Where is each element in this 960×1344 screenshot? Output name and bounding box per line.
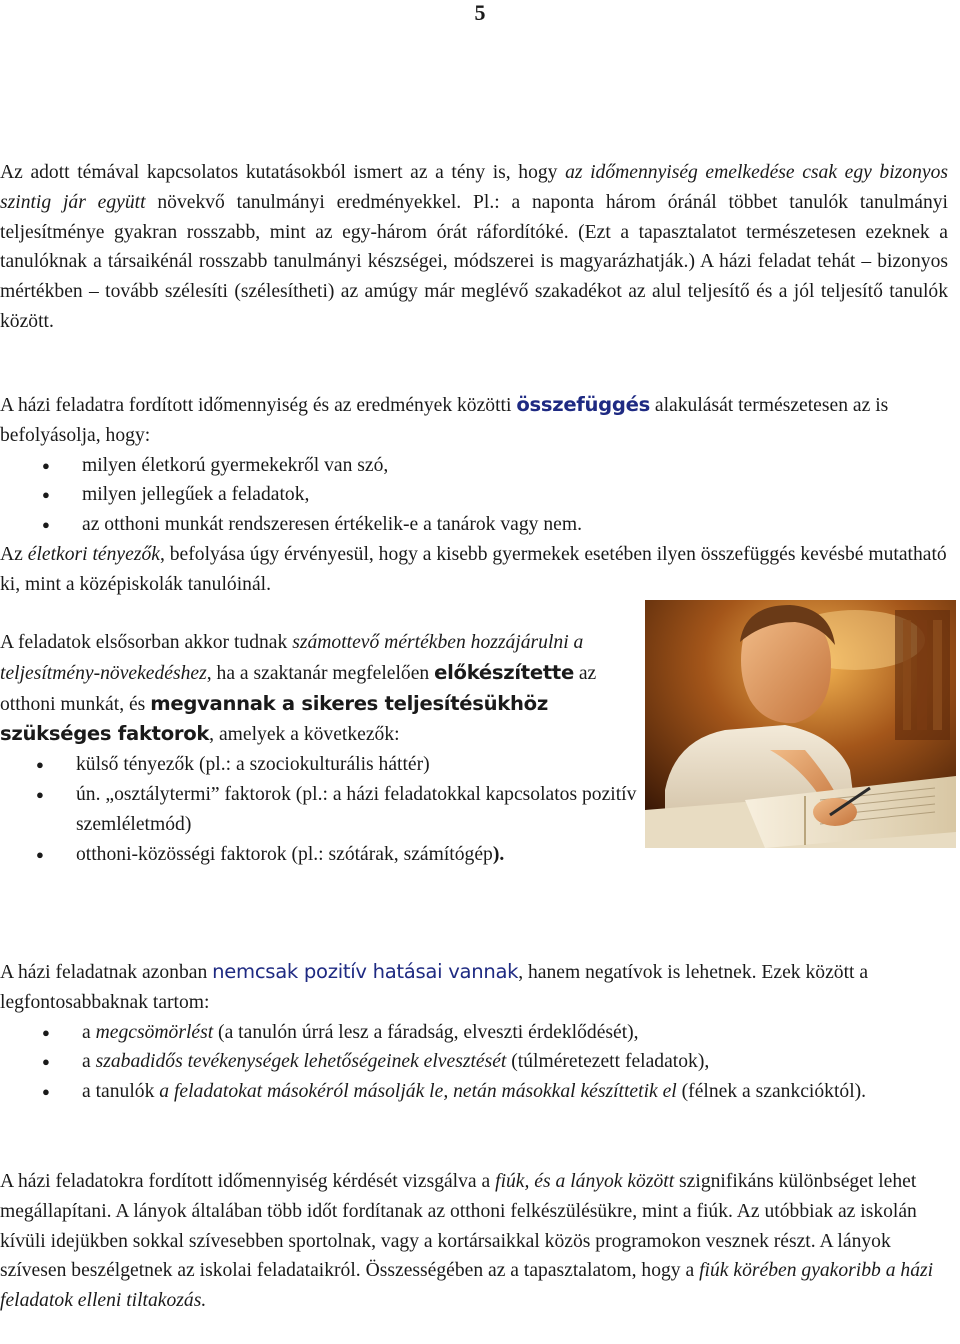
negative-intro: A házi feladatnak azonban nemcsak pozitív hatásai vannak, hanem negatívok is lehetnek. Ezek között a legfontosabbaknak tartom:: [0, 960, 869, 1013]
list-item: ● milyen életkorú gyermekekről van szó,: [0, 451, 948, 481]
highlight-faktorok: megvannak a sikeres teljesítésükhöz szükséges faktorok: [0, 691, 548, 746]
highlight-elokeszitette: előkészítette: [434, 660, 574, 684]
factors-list: [0, 451, 948, 540]
conditions-intro: A feladatok elsősorban akkor tudnak számottevő mértékben hozzájárulni a teljesítmény-növekedéshez, ha a szaktanár megfelelően előkészítette az otthoni munkát, és megvannak a sikeres teljesítésükhöz szükséges faktorok, amelyek a következők:: [0, 632, 597, 746]
highlight-osszefugges: összefüggés: [516, 393, 650, 416]
list-item: ● a megcsömörlést (a tanulón úrrá lesz a fáradság, elveszti érdeklődését),: [0, 1018, 948, 1048]
highlight-nemcsak-pozitiv: nemcsak pozitív hatásai vannak: [212, 960, 519, 983]
list-item: ● ún. „osztálytermi” faktorok (pl.: a házi feladatokkal kapcsolatos pozitív szemléletmód): [0, 780, 640, 840]
factors-intro: A házi feladatra fordított időmennyiség és az eredmények közötti összefüggés alakulását természetesen az is befolyásolja, hogy:: [0, 393, 889, 446]
age-factors-text: Az életkori tényezők, befolyása úgy érvényesül, hogy a kisebb gyermekek esetében ilyen összefüggés kevésbé mutatható ki, mint a középiskolák tanulóinál.: [0, 543, 947, 595]
paragraph-time-and-results: Az adott témával kapcsolatos kutatásokból ismert az a tény is, hogy az időmennyiség emelkedése csak egy bizonyos szintig jár együtt növekvő tanulmányi eredményekkel. Pl.: a naponta három óránál többet tanulók tanulmányi teljesítménye gyakran rosszabb, mint az egy-három órát ráfordítóké. (Ezt a tapasztalatot természetesen ezeknek a tanulóknak a társaikénál rosszabb tanulmányi készségei, módszerei is magyarázhatják.) A házi feladat tehát – bizonyos mértékben – tovább szélesíti (szélesítheti) az amúgy már meglévő szakadékot az alul teljesítő és a jól teljesítő tanulók között.: [0, 162, 948, 332]
list-item: ● az otthoni munkát rendszeresen értékelik-e a tanárok vagy nem.: [0, 510, 948, 540]
page-number: 5: [474, 0, 486, 25]
paragraph-influencing-factors: [0, 390, 948, 600]
paragraph-conditions: [0, 628, 640, 869]
paragraph-gender-differences: A házi feladatokra fordított időmennyiség kérdését vizsgálva a fiúk, és a lányok között szignifikáns különbséget lehet megállapítani. A lányok általában több időt fordítanak az otthoni felkészülésükre, mint a fiúk. Az utóbbiak az iskolán kívüli idejükben sokkal szívesebben sportolnak, vagy a kortársaikkal közös programokon vesznek részt. A lányok szívesen beszélgetnek az iskolai feladataikról. Összességében az a tapasztalatom, hogy a fiúk körében gyakoribb a házi feladatok elleni tiltakozás.: [0, 1171, 934, 1312]
student-writing-photo-icon: [645, 600, 956, 848]
list-item: ● a tanulók a feladatokat másokéról másolják le, netán másokkal készíttetik el (félnek a szankcióktól).: [0, 1077, 948, 1107]
student-writing-photo: [645, 600, 956, 848]
list-item: ● otthoni-közösségi faktorok (pl.: szótárak, számítógép).: [0, 840, 640, 870]
conditions-list: [0, 750, 640, 869]
list-item: ● külső tényezők (pl.: a szociokulturális háttér): [0, 750, 640, 780]
negative-list: [0, 1018, 948, 1107]
list-item: ● milyen jellegűek a feladatok,: [0, 480, 948, 510]
list-item: ● a szabadidős tevékenységek lehetőségeinek elvesztését (túlméretezett feladatok),: [0, 1047, 948, 1077]
paragraph-negative-effects: [0, 957, 948, 1107]
